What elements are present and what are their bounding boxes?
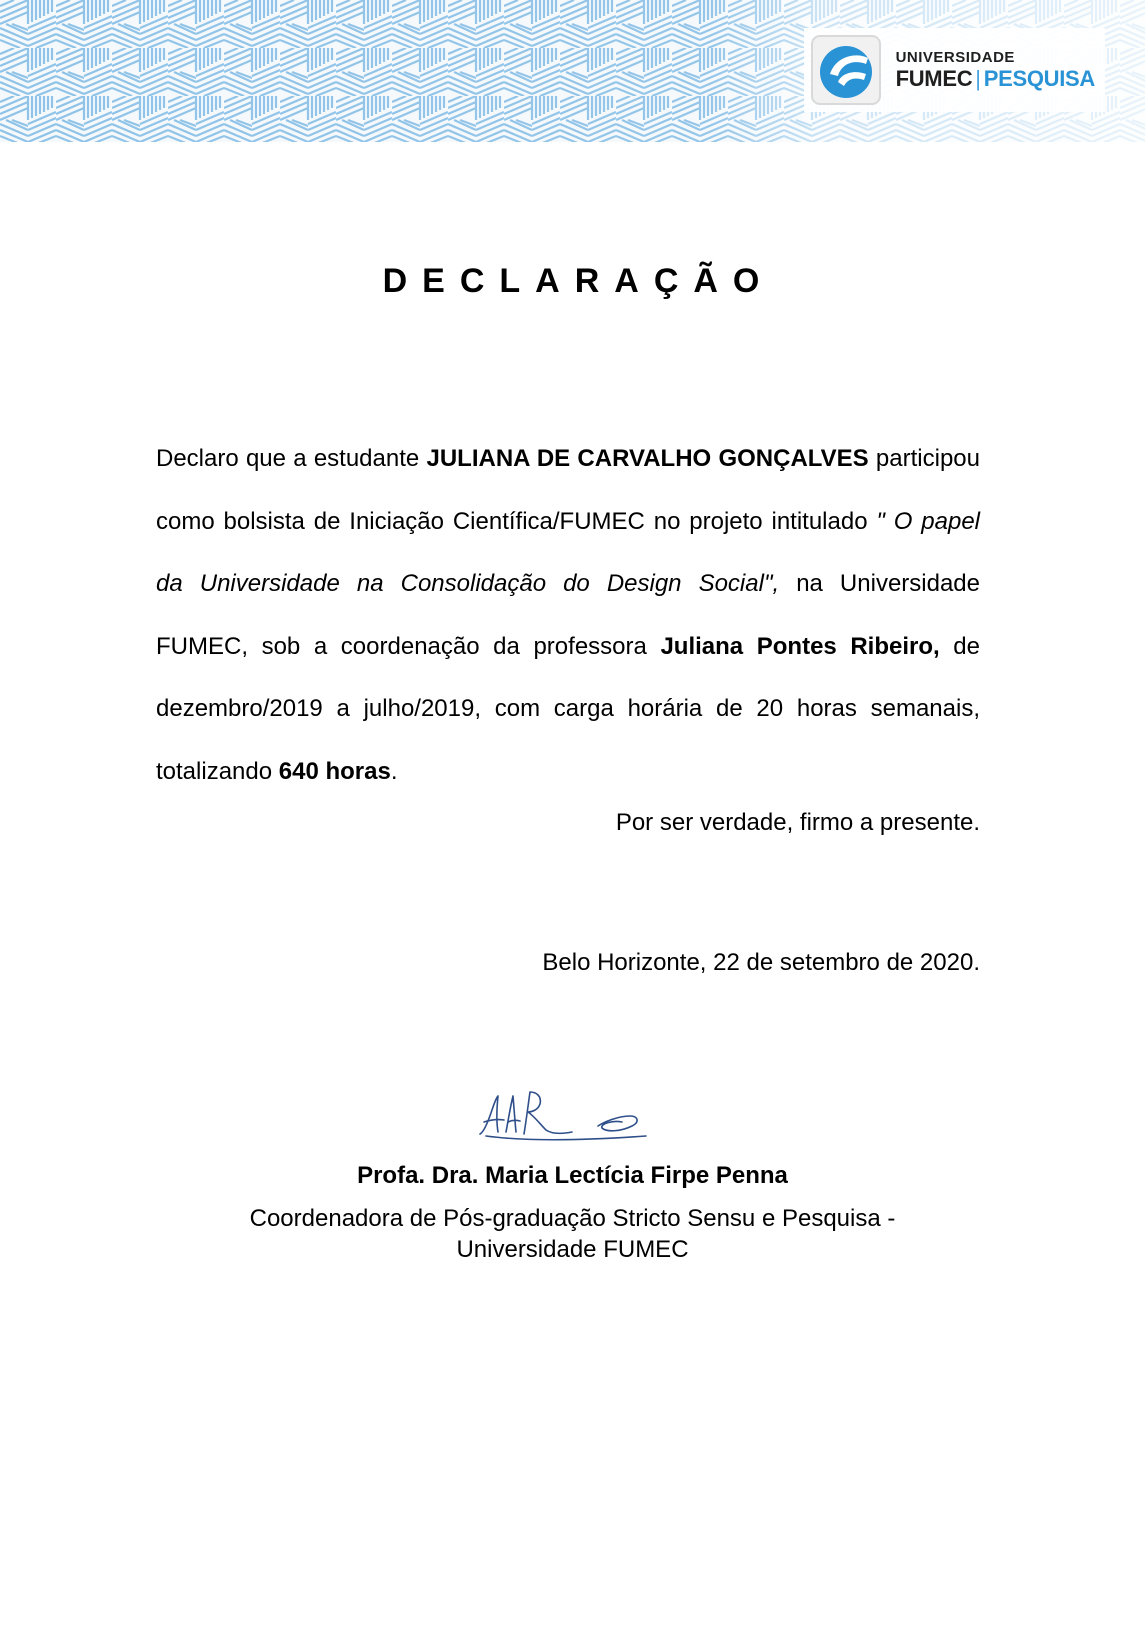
logo-section-label: PESQUISA xyxy=(983,66,1095,91)
document-title: DECLARAÇÃO xyxy=(382,262,775,300)
body-part-2: participou como bolsista de Iniciação Científica/FUMEC no projeto intitulado xyxy=(156,445,980,535)
signer-name: Profa. Dra. Maria Lectícia Firpe Penna xyxy=(357,1162,788,1189)
advisor-name: Juliana Pontes Ribeiro, xyxy=(660,632,940,660)
body-part-5: . xyxy=(390,757,398,785)
header-banner xyxy=(0,0,1145,142)
place-date: Belo Horizonte, 22 de setembro de 2020. xyxy=(542,949,980,976)
handwritten-signature xyxy=(470,1082,670,1144)
logo-brand-label: FUMEC xyxy=(895,66,973,91)
closing-statement: Por ser verdade, firmo a presente. xyxy=(615,809,980,836)
signer-role-line-2: Universidade FUMEC xyxy=(456,1236,689,1263)
declaration-body xyxy=(156,428,980,803)
total-hours: 640 horas xyxy=(278,757,391,785)
signer-role-line-1: Coordenadora de Pós-graduação Stricto Sensu e Pesquisa - xyxy=(249,1205,896,1232)
fumec-logo-icon xyxy=(810,34,882,106)
logo-university-label: UNIVERSIDADE xyxy=(895,49,1015,66)
project-title: " O papel da Universidade na Consolidação do Design Social", xyxy=(156,507,980,597)
signer-role xyxy=(0,1203,1145,1265)
student-name: JULIANA DE CARVALHO GONÇALVES xyxy=(426,445,869,472)
logo-separator: | xyxy=(975,66,981,91)
body-intro: Declaro que a estudante xyxy=(156,445,427,472)
body-part-4: de dezembro/2019 a julho/2019, com carga horária de 20 horas semanais, totalizando xyxy=(156,632,980,785)
university-logo xyxy=(804,28,1105,112)
body-part-3: na Universidade FUMEC, sob a coordenação da professora xyxy=(156,570,981,660)
